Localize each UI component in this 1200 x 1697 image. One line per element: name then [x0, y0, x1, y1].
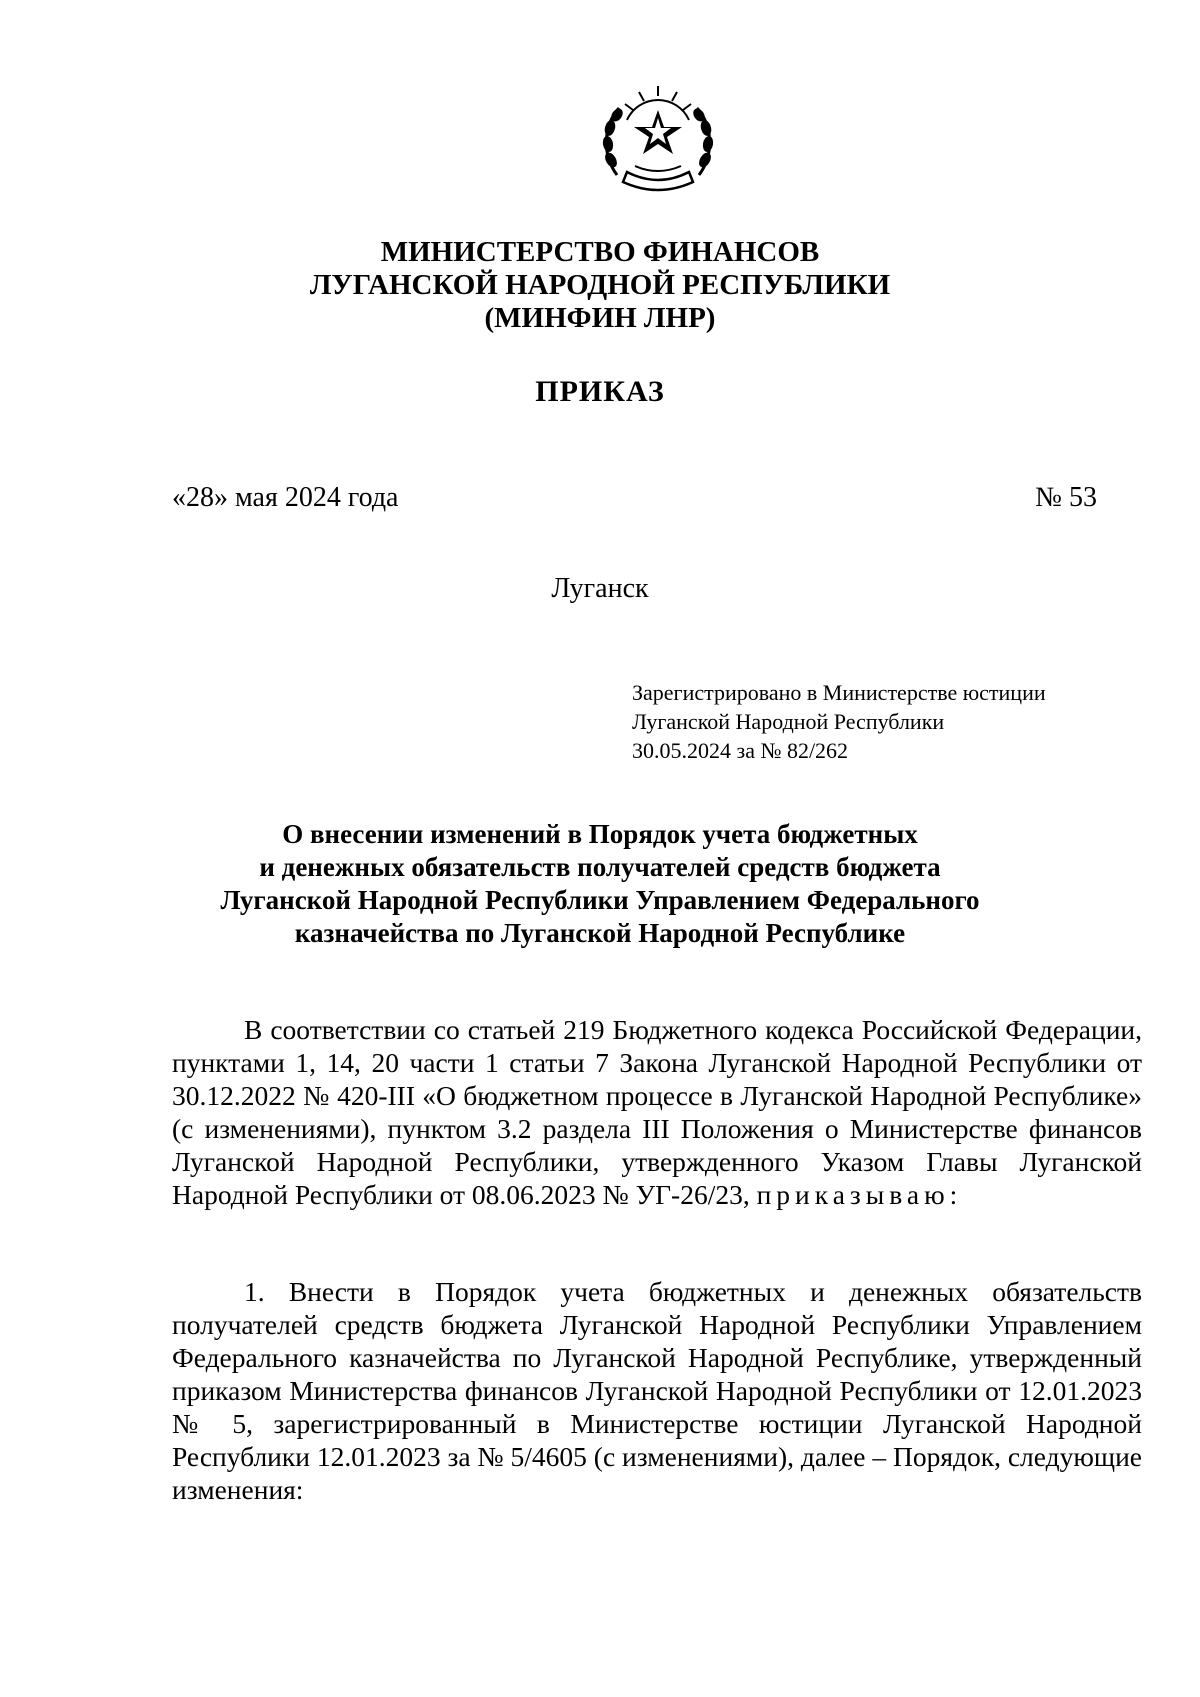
registration-stamp	[632, 678, 1046, 765]
registration-line: 30.05.2024 за № 82/262	[632, 738, 849, 763]
republic-name-line: ЛУГАНСКОЙ НАРОДНОЙ РЕСПУБЛИКИ	[309, 269, 891, 301]
coat-of-arms-icon	[597, 80, 719, 198]
ministry-header	[0, 236, 1200, 335]
title-line: и денежных обязательств получателей средств бюджета	[259, 852, 941, 882]
document-number: № 53	[1035, 482, 1097, 513]
order-verb: приказываю:	[756, 1179, 963, 1210]
registration-line: Зарегистрировано в Министерстве юстиции	[632, 680, 1046, 705]
preamble-text: В соответствии со статьей 219 Бюджетного кодекса Российской Федерации, пунктами 1, 14, 20 части 1 статьи 7 Закона Луганской Народной Республики от 30.12.2022 № 420-III «О бюджетном процессе в Луганской Народной Республике» (с изменениями), пунктом 3.2 раздела III Положения о Министерстве финансов Луганской Народной Республики, утвержденного Указом Главы Луганской Народной Республики от 08.06.2023 № УГ-26/23,	[172, 1014, 1142, 1210]
document-type: ПРИКАЗ	[535, 375, 665, 408]
ministry-name-line: МИНИСТЕРСТВО ФИНАНСОВ	[380, 236, 820, 268]
title-line: О внесении изменений в Порядок учета бюджетных	[282, 819, 918, 849]
title-line: Луганской Народной Республики Управлением Федерального	[220, 885, 980, 915]
item-1-paragraph: 1. Внести в Порядок учета бюджетных и денежных обязательств получателей средств бюджета Луганской Народной Республики Управлением Федерального казначейства по Луганской Народной Республике, утвержденный приказом Министерства финансов Луганской Народной Республики от 12.01.2023 № 5, зарегистрированный в Министерстве юстиции Луганской Народной Республики 12.01.2023 за № 5/4605 (с изменениями), далее – Порядок, следующие изменения:	[172, 1276, 1142, 1505]
ministry-abbr-line: (МИНФИН ЛНР)	[484, 302, 716, 334]
title-line: казначейства по Луганской Народной Республике	[294, 918, 906, 948]
registration-line: Луганской Народной Республики	[632, 709, 945, 734]
document-city: Луганск	[551, 573, 649, 604]
document-date: «28» мая 2024 года	[172, 482, 399, 513]
document-title	[0, 818, 1200, 950]
preamble-paragraph	[172, 1013, 1142, 1211]
